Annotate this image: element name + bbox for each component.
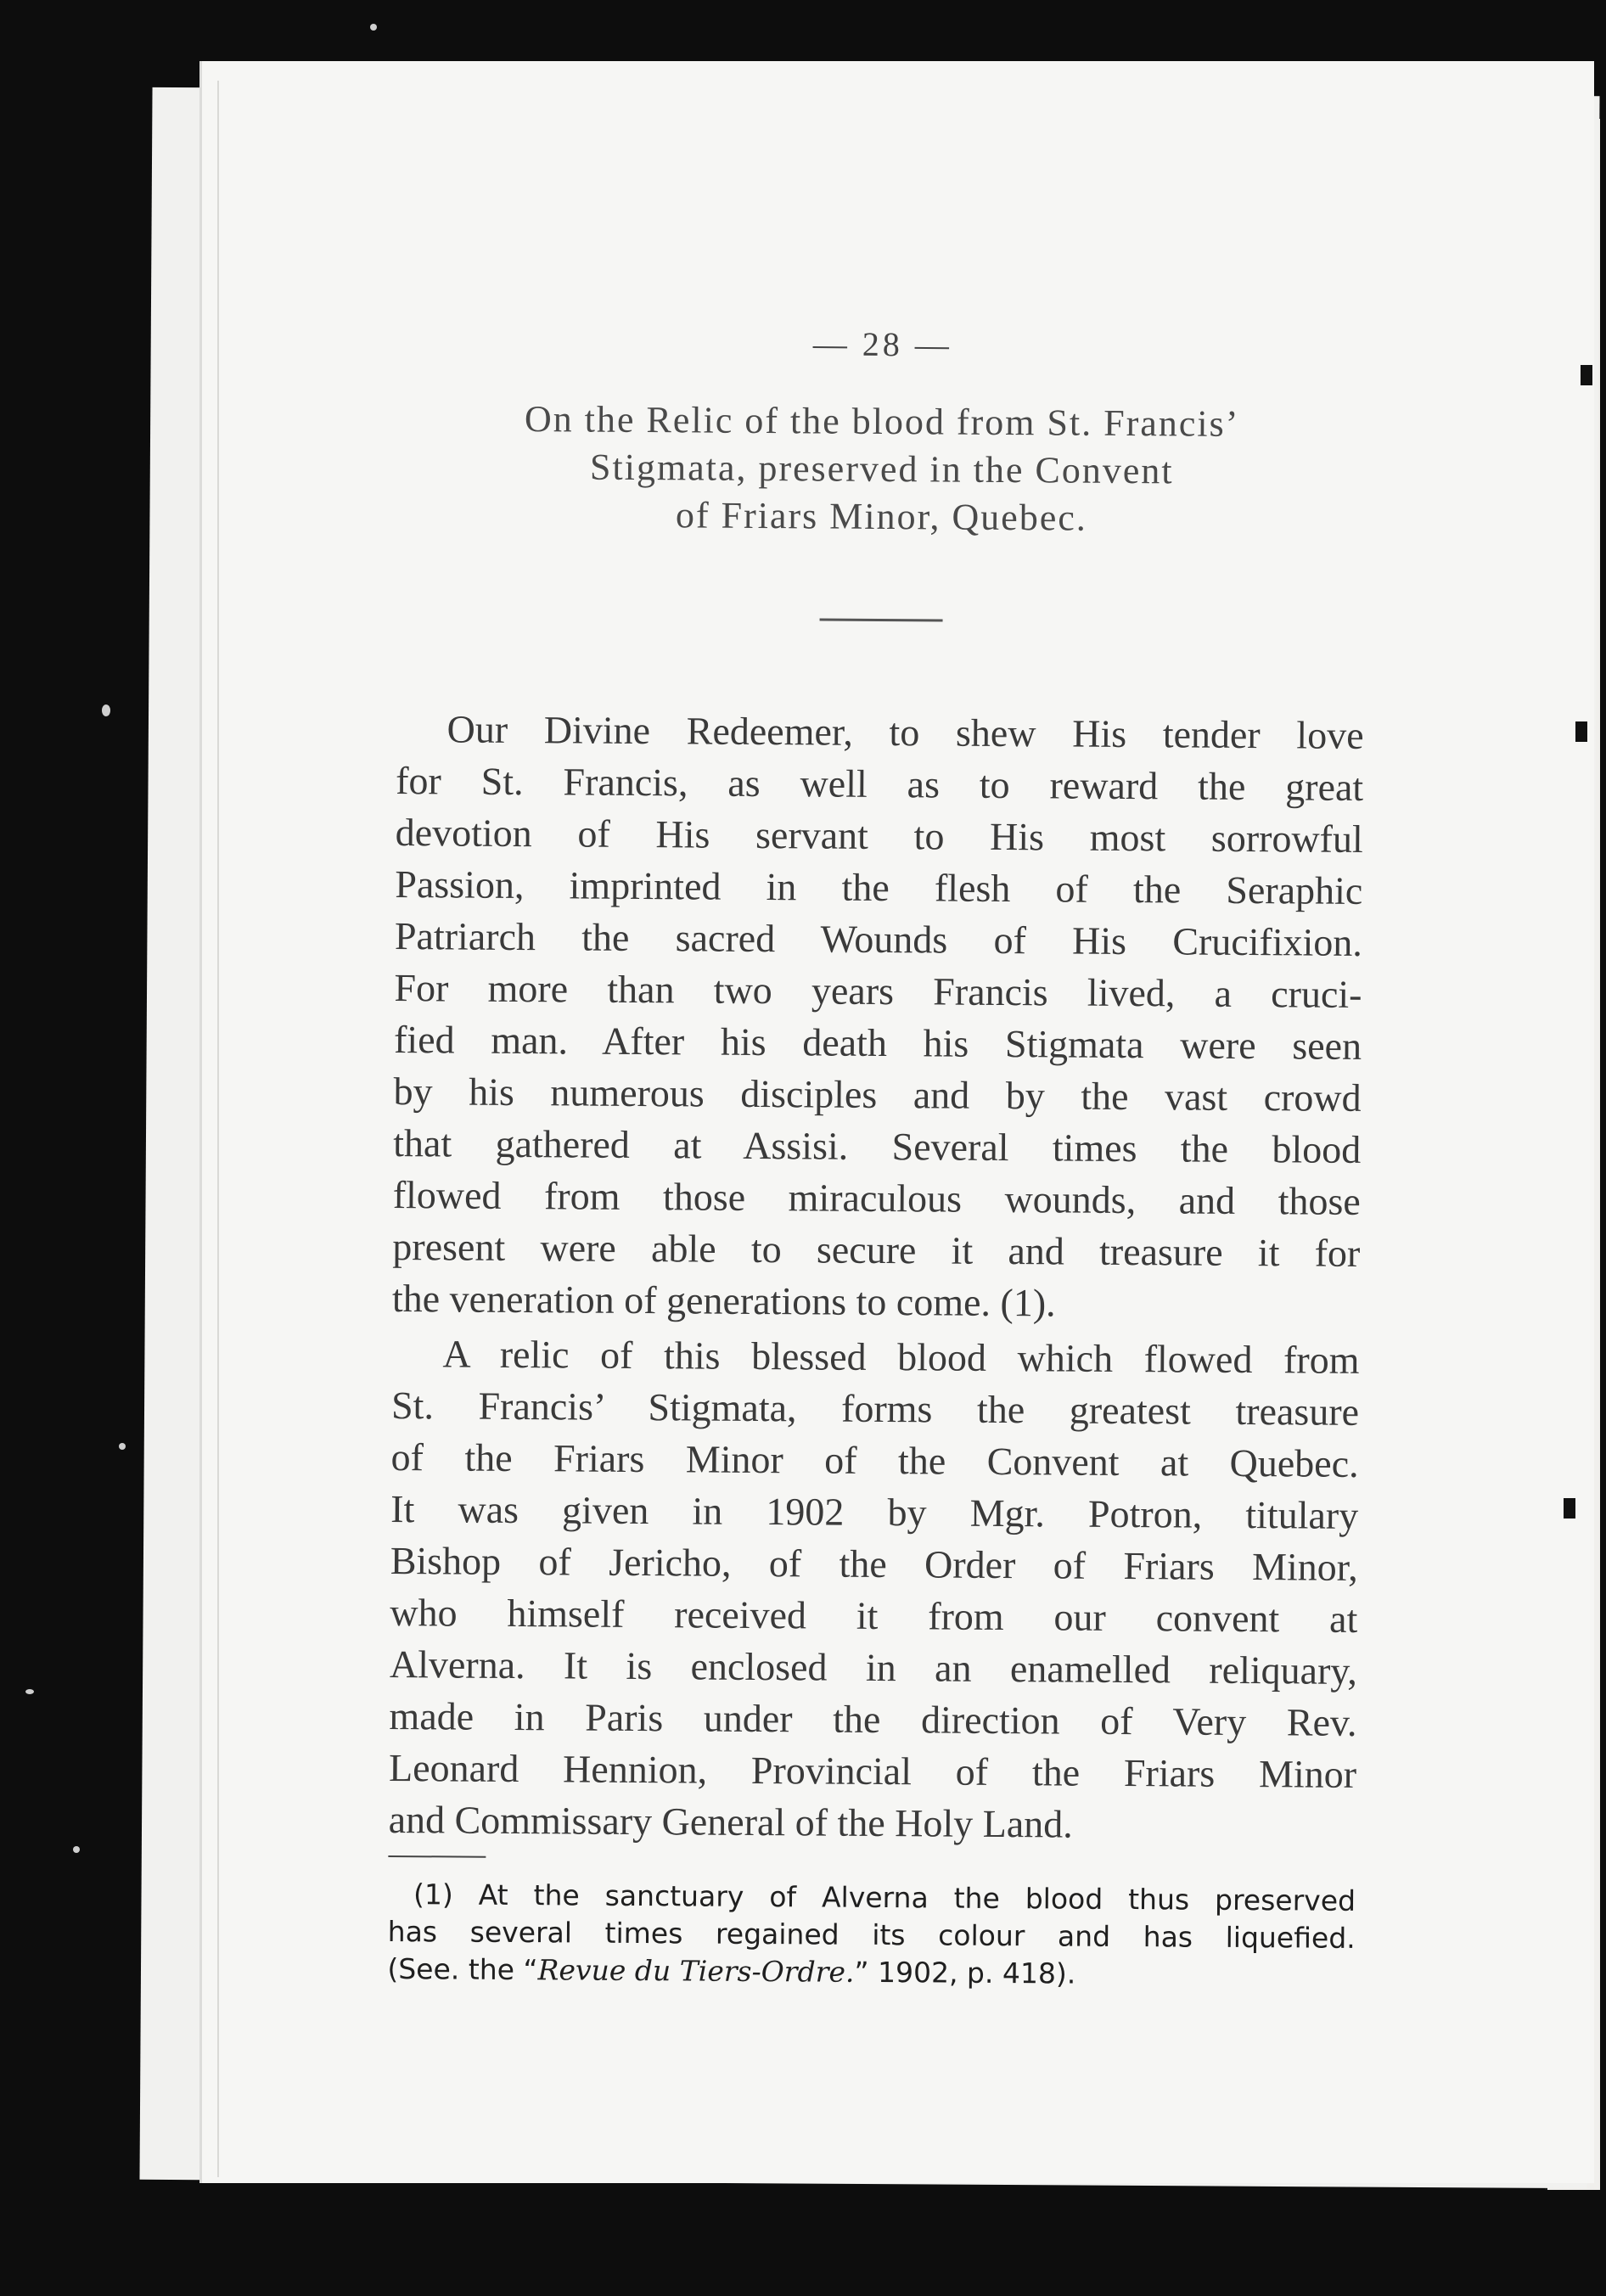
footnote-text: ” 1902, p. 418). xyxy=(854,1955,1076,1990)
text-line: St. Francis’ Stigmata, forms the greatest treasure xyxy=(390,1383,1360,1434)
page-number: — 28 — xyxy=(812,324,952,364)
page-title xyxy=(397,395,1366,544)
text-line: and Commissary General of the Holy Land. xyxy=(388,1797,1073,1846)
page-content xyxy=(387,321,1367,1995)
title-line: Stigmata, preserved in the Convent xyxy=(589,446,1174,492)
page-tab-marker xyxy=(1564,1498,1575,1519)
footnote-line xyxy=(387,1951,1355,1995)
paragraph xyxy=(388,1328,1359,1852)
text-line: of the Friars Minor of the Convent at Quebec. xyxy=(390,1434,1359,1485)
page-tab-marker xyxy=(1575,721,1587,742)
footnote-text: (See. the “ xyxy=(387,1951,538,1987)
text-line: made in Paris under the direction of Very Rev. xyxy=(389,1693,1357,1744)
text-line: who himself received it from our convent at xyxy=(390,1590,1358,1641)
footnote-journal-title: Revue du Tiers-Ordre. xyxy=(537,1953,855,1989)
text-line: present were able to secure it and treasure it for xyxy=(392,1224,1361,1275)
text-line: by his numerous disciples and by the vast crowd xyxy=(393,1069,1362,1120)
paragraph xyxy=(392,703,1364,1331)
text-line: flowed from those miraculous wounds, and those xyxy=(392,1172,1361,1223)
text-line: A relic of this blessed blood which flowed from xyxy=(442,1332,1360,1382)
text-line: Leonard Hennion, Provincial of the Friars Minor xyxy=(388,1745,1357,1796)
title-line: On the Relic of the blood from St. Francis’ xyxy=(524,398,1240,445)
text-line: Alverna. It is enclosed in an enamelled reliquary, xyxy=(389,1642,1358,1693)
text-line: fied man. After his death his Stigmata were seen xyxy=(393,1017,1362,1068)
film-speck xyxy=(119,1443,126,1450)
footnote-divider xyxy=(388,1855,486,1858)
text-line: that gathered at Assisi. Several times the blood xyxy=(393,1120,1362,1171)
footnote-line: (1) At the sanctuary of Alverna the blood thus preserved xyxy=(413,1878,1356,1917)
text-line: for St. Francis, as well as to reward the great xyxy=(396,758,1364,809)
footnote xyxy=(387,1876,1356,1995)
page-edge-line xyxy=(217,81,219,2177)
title-divider xyxy=(819,618,942,621)
text-line: Passion, imprinted in the flesh of the Seraphic xyxy=(395,862,1363,912)
page-tab-marker xyxy=(1581,365,1592,385)
film-speck xyxy=(73,1846,80,1853)
text-line: the veneration of generations to come. (1). xyxy=(391,1276,1056,1325)
film-speck xyxy=(370,24,377,31)
film-speck xyxy=(25,1689,34,1694)
film-speck xyxy=(102,705,110,716)
text-line: Our Divine Redeemer, to shew His tender love xyxy=(446,707,1364,757)
text-line: Patriarch the sacred Wounds of His Crucifixion. xyxy=(394,913,1363,964)
text-line: Bishop of Jericho, of the Order of Friars Minor, xyxy=(390,1538,1358,1589)
body-text xyxy=(388,703,1363,1852)
text-line: It was given in 1902 by Mgr. Potron, titulary xyxy=(390,1486,1359,1537)
footnote-line: has several times regained its colour and has liquefied. xyxy=(387,1914,1356,1955)
text-line: For more than two years Francis lived, a cruci- xyxy=(394,965,1362,1016)
text-line: devotion of His servant to His most sorrowful xyxy=(395,810,1363,861)
title-line: of Friars Minor, Quebec. xyxy=(675,494,1088,539)
